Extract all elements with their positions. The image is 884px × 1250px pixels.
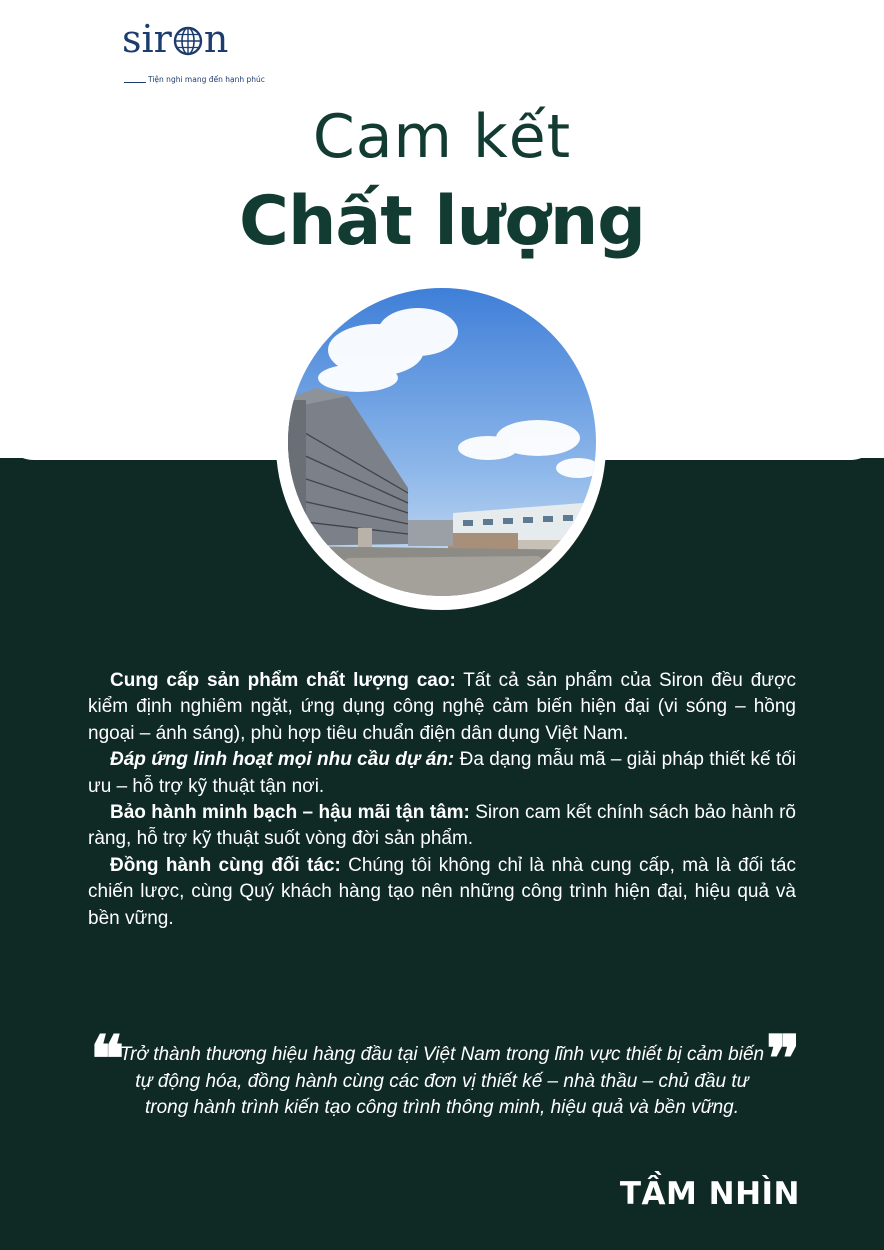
point-3-title: Bảo hành minh bạch – hậu mãi tận tâm:	[110, 802, 470, 824]
close-quote-icon: ❞	[766, 1022, 801, 1097]
open-quote-icon: ❝	[90, 1022, 125, 1097]
point-4-title: Đồng hành cùng đối tác:	[110, 854, 341, 876]
logo-tagline: Tiện nghi mang đến hạnh phúc	[148, 75, 265, 84]
vision-quote: Trở thành thương hiệu hàng đầu tại Việt Nam trong lĩnh vực thiết bị cảm biến tự động hóa, đồng hành cùng các đơn vị thiết kế – nhà thầu – chủ đầu tư trong hành trình kiến tạo công trình thông minh, hiệu quả và bền vững.	[119, 1044, 765, 1119]
logo-tagline-rule	[124, 82, 146, 83]
logo-text-left: sir	[122, 17, 172, 61]
logo-wordmark	[122, 18, 228, 60]
point-2	[88, 747, 796, 800]
point-1-text: Tất cả sản phẩm của Siron đều được kiểm định nghiêm ngặt, ứng dụng công nghệ cảm biến hiện đại (vi sóng – hồng ngoại – ánh sáng), phù hợp tiêu chuẩn điện dân dụng Việt Nam.	[88, 670, 796, 744]
factory-photo	[276, 280, 606, 610]
vision-label: TẦM NHÌN	[619, 1176, 800, 1212]
logo-text-right: n	[203, 17, 229, 61]
point-3-text: Siron cam kết chính sách bảo hành rõ ràng, hỗ trợ kỹ thuật suốt vòng đời sản phẩm.	[88, 802, 796, 850]
point-1-title: Cung cấp sản phẩm chất lượng cao:	[110, 670, 456, 691]
point-4-text: Chúng tôi không chỉ là nhà cung cấp, mà là đối tác chiến lược, cùng Quý khách hàng tạo nên những công trình hiện đại, hiệu quả và bền vững.	[88, 854, 796, 929]
factory-building-photo	[288, 288, 596, 596]
point-1	[88, 668, 796, 747]
heading-line-1: Cam kết	[312, 102, 572, 172]
commitment-points	[88, 668, 796, 932]
globe-icon	[173, 26, 203, 56]
heading-line-2: Chất lượng	[239, 182, 645, 261]
point-2-text: Đa dạng mẫu mã – giải pháp thiết kế tối ưu – hỗ trợ kỹ thuật tận nơi.	[88, 749, 797, 797]
siron-logo	[122, 17, 265, 84]
point-4	[88, 853, 796, 932]
point-2-title: Đáp ứng linh hoạt mọi nhu cầu dự án:	[110, 749, 455, 771]
point-3	[88, 800, 796, 853]
